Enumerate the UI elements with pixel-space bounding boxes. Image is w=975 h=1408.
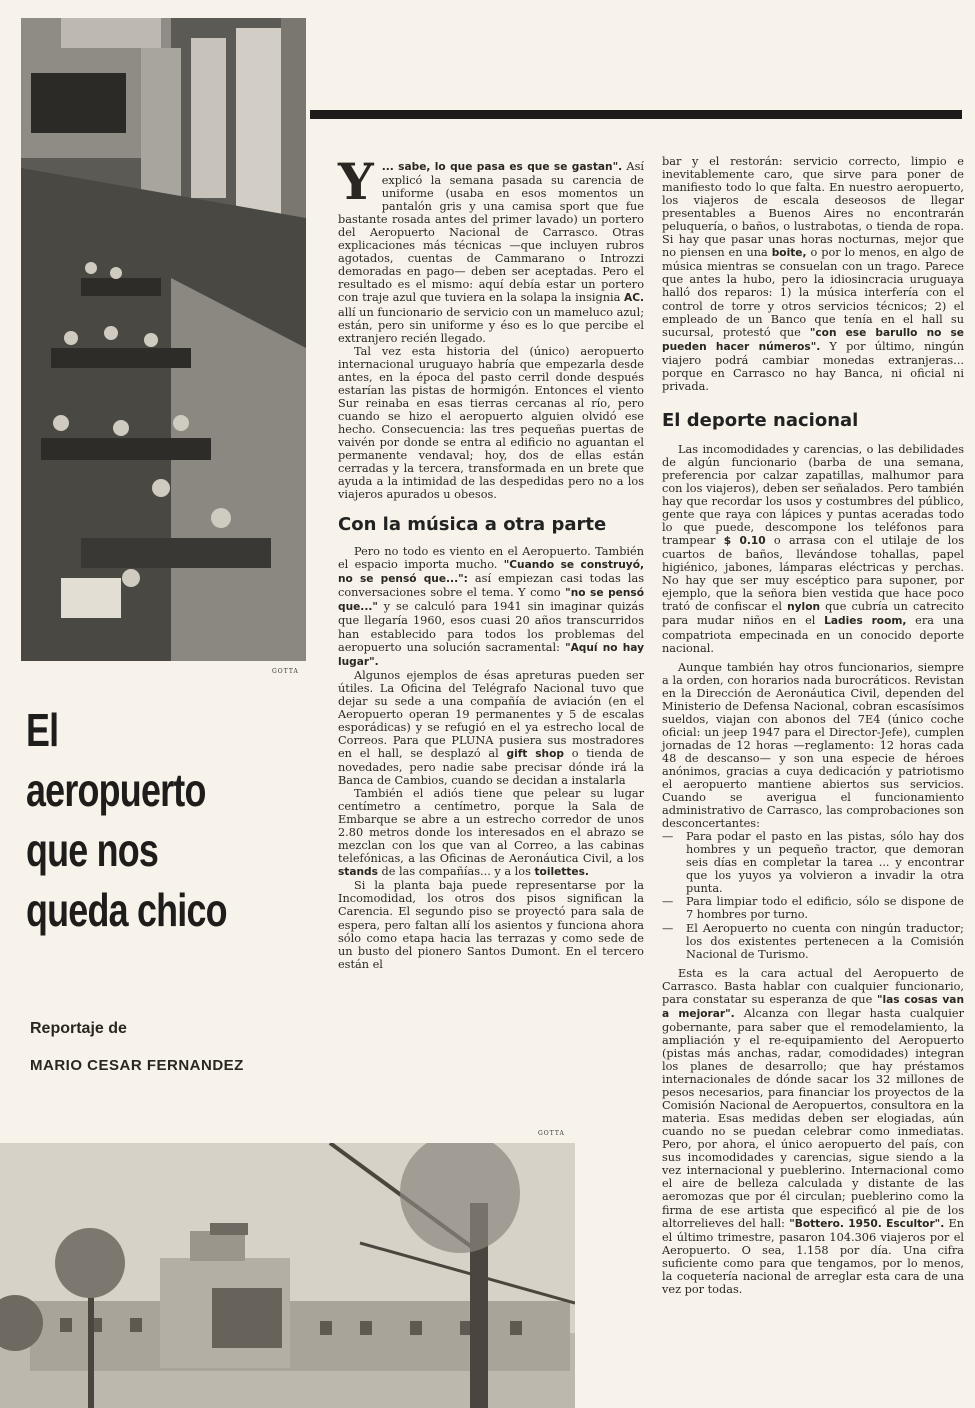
text: Esta es la cara actual del Aeropuerto de Carrasco. Basta hablar con cualquier funcionario, para constatar su esperanza de que <box>662 966 964 1006</box>
text: Y por último, ningún viajero podrá cambiar monedas extranjeras... porque en Carrasco no hay Banca, ni oficial ni privada. <box>662 339 964 393</box>
photo-credit-bottom: GOTTA <box>538 1130 565 1137</box>
list-item-text: Para podar el pasto en las pistas, sólo hay dos hombres y un pequeño tractor, que demoran seis días en completar la tarea ... y encontrar que los yuyos ya volvieron a invadir la otra punta. <box>686 830 964 896</box>
text: En el último trimestre, pasaron 104.306 viajeros por el Aeropuerto. O sea, 1.158 por día. Una cifra suficiente como para que tengamos, por lo menos, la coquetería nacional de arreglar esta cara de una vez por todas. <box>662 1216 964 1296</box>
paragraph <box>338 669 644 787</box>
findings-list <box>662 830 964 960</box>
paragraph <box>338 152 644 345</box>
text: o tienda de novedades, pero nadie sabe precisar dónde irá la Banca de Cambios, cuando se decidan a instalarla <box>338 746 644 788</box>
dash-bullet: — <box>662 921 674 935</box>
text: Pero no todo es viento en el Aeropuerto. También el espacio importa mucho. <box>338 545 644 572</box>
text: Alcanza con llegar hasta cualquier gobernante, para saber que el remodelamiento, la ampliación y el re-equipamiento del Aeropuerto (pistas más anchas, radar, comodidades) integran los planes de desarrollo; que hay préstamos internacionales de dónde sacar los 32 millones de pesos necesarios, para financiar los proyectos de la Comisión Nacional de Aeropuertos, consultora en la materia. Esas medidas deben ser elogiadas, aún cuando no se puedan celebrar como inmediatas. Pero, por ahora, el único aeropuerto del país, con sus incomodidades y carencias, sigue siendo a la vez internacional y pueblerino. Internacional como el aire de belleza calculada y distante de las aeromozas que por él circulan; pueblerino como la firma de ese artista que especificó al pie de los altorrelieves del hall: <box>662 1006 964 1230</box>
paragraph <box>338 787 644 879</box>
paragraph <box>662 155 964 393</box>
headline-line: aeropuerto <box>26 764 206 816</box>
airport-exterior-photo <box>0 1143 575 1408</box>
text: También el adiós tiene que pelear su lugar centímetro a centímetro, porque la Sala de Embarque se abre a un estrecho corredor de unos 2.80 metros donde los interesados en el abrazo se mezclan con los que van al Correo, a las cabinas telefónicas, a las Oficinas de Aeronáutica Civil, a los <box>338 787 644 866</box>
bold-quote: "no se pensó que..." <box>338 587 644 614</box>
list-item <box>662 830 964 895</box>
paragraph: Si la planta baja puede representarse por la Incomodidad, los otros dos pisos significan la Carencia. El segundo piso se proyectó para sala de espera, pero faltan allí los asientos y funciona ahora sólo como etapa hacia las terrazas y como sede de un busto del pionero Santos Dumont. En el tercero están el <box>338 879 644 971</box>
bold-text: stands <box>338 866 378 879</box>
bold-text: boite, <box>771 247 807 260</box>
paragraph <box>662 967 964 1296</box>
hall-photo-illustration <box>21 18 306 661</box>
bold-quote: "las cosas van a mejorar". <box>662 993 964 1020</box>
article-column-middle <box>338 152 645 971</box>
text: Así explicó la semana pasada su carencia de uniforme (usaba en esos momentos un pantalón gris y una camisa sport que fue bastante rosada antes del primer lavado) un portero del Aeropuerto Nacional de Carrasco. Otras explicaciones más técnicas —que incluyen rubros agotados, cuentas de Cammarano o Introzzi demoradas en pago— deben ser aceptadas. Pero el resultado es el mismo: aquí debía estar un portero con traje azul que tuviera en la solapa la insignia <box>338 160 644 305</box>
article-column-right <box>662 155 964 1296</box>
bold-quote: ... sabe, lo que pasa es que se gastan". <box>381 161 623 173</box>
paragraph <box>662 443 964 655</box>
text: bar y el restorán: servicio correcto, limpio e inevitablemente caro, que sirve para poner de manifiesto todo lo que falta. En nuestro aeropuerto, los viajeros de escala deseosos de llegar presentables a Buenos Aires no encontrarán peluquería, o baños, o lustrabotas, o tienda de ropa. Si hay que pasar unas horas nocturnas, mejor que no piensen en una <box>662 155 964 260</box>
headline-line: El <box>26 704 59 756</box>
bold-text: nylon <box>787 601 821 614</box>
bold-quote: "Aquí no hay lugar". <box>338 641 644 668</box>
text: o arrasa con el utilaje de los cuartos de baños, llevándose tohallas, papel higiénico, jabones, lámparas eléctricas y perchas. No hay que ser muy escéptico para suponer, por ejemplo, que la señora bien vestida que hace poco trató de confiscar el <box>662 534 964 614</box>
bold-quote: "Bottero. 1950. Escultor". <box>789 1217 945 1230</box>
text: así empiezan casi todas las conversaciones sobre el tema. Y como <box>338 572 644 600</box>
headline-line: queda chico <box>26 884 227 936</box>
bold-text: $ 0.10 <box>723 535 766 548</box>
headline-line: que nos <box>26 824 159 876</box>
bold-quote: "con ese barullo no se pueden hacer números". <box>662 326 964 353</box>
bold-quote: "Cuando se construyó, no se pensó que...": <box>338 559 645 586</box>
paragraph <box>338 545 644 668</box>
article-headline <box>26 700 291 940</box>
airport-hall-photo <box>21 18 306 661</box>
paragraph: Aunque también hay otros funcionarios, siempre a la orden, con horarios nada burocráticos. Revistan en la Dirección de Aeronáutica Civil, dependen del Ministerio de Defensa Nacional, cobran escasísimos sueldos, viajan con abonos del 7E4 (único coche oficial: un jeep 1947 para el Director-Jefe), cumplen jornadas de 12 horas —reglamento: 12 horas cada 48 de descanso— y son una especie de héroes anónimos, gracias a cuya dedicación y patriotismo el aeropuerto mantiene abiertos sus servicios. Cuando se averigua el funcionamiento administrativo de Carrasco, las comprobaciones son desconcertantes: <box>662 660 964 831</box>
paragraph: Tal vez esta historia del (único) aeropuerto internacional uruguayo habría que empezarla desde antes, en la época del pasto cerril donde después estarían las pistas de hormigón. Entonces el viento Sur reinaba en esas tierras cercanas al río, pero cuando se hizo el aeropuerto alguien olvidó ese hecho. Consecuencia: las tres pequeñas puertas de vaivén por donde se entra al edificio no aguantan el permanente vendaval; hoy, dos de ellas están cerradas y la tercera, transformada en un brete que ayuda a la intimidad de las despedidas pero no a los viajeros apurados u obesos. <box>338 344 644 502</box>
text: o por lo menos, en algo de música mientras se consuelan con un trago. Parece que antes la hubo, pero la idiosincracia uruguaya halló dos reparos: 1) la música interfería con el control de torre y otros servicios técnicos; 2) el empleado de un Banco que tenía en el hall su sucursal, protestó que <box>662 246 964 339</box>
airport-photo-illustration <box>0 1143 575 1408</box>
byline-author: MARIO CESAR FERNANDEZ <box>30 1057 244 1074</box>
bold-text: Ladies room, <box>824 615 907 628</box>
byline-label: Reportaje de <box>30 1020 127 1037</box>
subheading: El deporte nacional <box>662 409 859 431</box>
dash-bullet: — <box>662 830 674 844</box>
list-item-text: El Aeropuerto no cuenta con ningún traductor; los dos existentes pertenecen a la Comisión Nacional de Turismo. <box>686 921 964 961</box>
bold-text: AC. <box>624 292 644 305</box>
list-item <box>662 922 964 961</box>
text: que cubría un catrecito para mudar niños en el <box>662 600 964 628</box>
list-item <box>662 895 964 921</box>
subheading: Con la música a otra parte <box>338 514 607 536</box>
text: Las incomodidades y carencias, o las debilidades de algún funcionario (barba de una semana, preferencia por calzar zapatillas, malhumor para con los viajeros), deben ser señalados. Pero también hay que recordar los usos y costumbres del público, gente que raya con lápices y puntas aceradas todo lo que puede, descompone los teléfonos para trampear <box>662 442 964 548</box>
bold-text: toilettes. <box>534 866 589 879</box>
text: y se calculó para 1941 sin imaginar quizás que llegaría 1960, esos cuasi 20 años transcurridos han establecido para todos los problemas del aeropuerto una solución sacramental: <box>338 600 644 654</box>
bold-text: gift shop <box>506 747 564 760</box>
black-rule <box>310 110 962 119</box>
dash-bullet: — <box>662 895 674 909</box>
text: era una compatriota empecinada en un conocido deporte nacional. <box>662 614 964 655</box>
dropcap: Y <box>338 152 374 211</box>
list-item-text: Para limpiar todo el edificio, sólo se dispone de 7 hombres por turno. <box>686 895 964 922</box>
text: de las compañías... y a los <box>377 865 535 879</box>
text: allí un funcionario de servicio con un mameluco azul; están, pero sin uniforme y éso es lo que percibe el extranjero recién llegado. <box>338 305 644 345</box>
photo-credit-top: GOTTA <box>272 668 299 675</box>
text: Algunos ejemplos de ésas apreturas pueden ser útiles. La Oficina del Telégrafo Nacional tuvo que dejar su sede a una compañía de aviación (en el Aeropuerto operan 19 permanentes y 5 de escalas esporádicas) y se refugió en el ya estrecho local de Correos. Para que PLUNA pusiera sus mostradores en el hall, se desplazó al <box>338 668 644 760</box>
